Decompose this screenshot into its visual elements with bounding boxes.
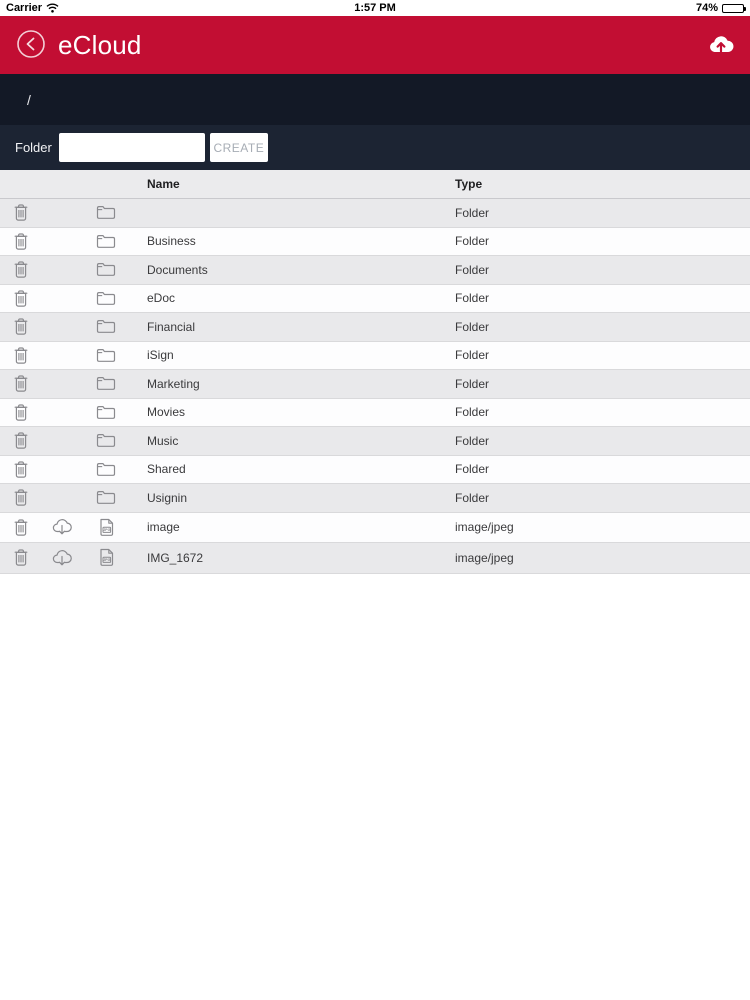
- trash-icon: [11, 202, 31, 223]
- row-type: Folder: [455, 262, 490, 277]
- download-button[interactable]: [51, 548, 73, 568]
- row-name: Documents: [147, 262, 208, 277]
- carrier-label: Carrier: [6, 2, 43, 14]
- svg-text:JPG: JPG: [102, 527, 110, 532]
- delete-button[interactable]: [11, 547, 31, 568]
- table-row[interactable]: [0, 543, 750, 574]
- folder-name-input[interactable]: [59, 133, 205, 162]
- table-row[interactable]: [0, 313, 750, 342]
- cloud-download-icon: [51, 548, 73, 568]
- row-type: Folder: [455, 348, 490, 363]
- table-row[interactable]: [0, 399, 750, 428]
- folder-icon: [95, 460, 117, 479]
- table-row[interactable]: [0, 285, 750, 314]
- row-name: Financial: [147, 319, 196, 334]
- cloud-download-icon: [51, 517, 73, 537]
- row-name: Music: [147, 433, 179, 448]
- trash-icon: [11, 517, 31, 538]
- trash-icon: [11, 430, 31, 451]
- delete-button[interactable]: [11, 430, 31, 451]
- delete-button[interactable]: [11, 259, 31, 280]
- folder-field-label: Folder: [15, 140, 52, 155]
- table-row[interactable]: [0, 228, 750, 257]
- trash-icon: [11, 288, 31, 309]
- row-name: Movies: [147, 405, 186, 420]
- trash-icon: [11, 547, 31, 568]
- breadcrumb[interactable]: /: [27, 91, 31, 108]
- row-name: Business: [147, 234, 196, 249]
- file-table: [0, 170, 750, 574]
- row-type: Folder: [455, 462, 490, 477]
- back-circle-chevron-icon: [16, 29, 46, 62]
- row-name: iSign: [147, 348, 174, 363]
- status-bar: [0, 0, 750, 16]
- download-button[interactable]: [51, 517, 73, 537]
- row-name: Shared: [147, 462, 186, 477]
- table-row[interactable]: [0, 513, 750, 544]
- trash-icon: [11, 402, 31, 423]
- breadcrumb-bar: [0, 74, 750, 125]
- table-row[interactable]: [0, 427, 750, 456]
- trash-icon: [11, 259, 31, 280]
- table-body: [0, 199, 750, 574]
- app-header: [0, 16, 750, 74]
- trash-icon: [11, 231, 31, 252]
- page-title: eCloud: [58, 29, 142, 60]
- back-button[interactable]: [16, 30, 46, 60]
- delete-button[interactable]: [11, 402, 31, 423]
- delete-button[interactable]: [11, 231, 31, 252]
- row-type: Folder: [455, 405, 490, 420]
- trash-icon: [11, 459, 31, 480]
- cloud-upload-button[interactable]: [708, 34, 734, 57]
- row-type: Folder: [455, 319, 490, 334]
- delete-button[interactable]: [11, 459, 31, 480]
- row-type: Folder: [455, 433, 490, 448]
- row-type: Folder: [455, 234, 490, 249]
- folder-icon: [95, 289, 117, 308]
- delete-button[interactable]: [11, 373, 31, 394]
- table-row[interactable]: [0, 342, 750, 371]
- row-name: Usignin: [147, 490, 188, 505]
- create-folder-bar: [0, 125, 750, 170]
- battery-percent-label: 74%: [695, 2, 718, 14]
- battery-tip: [744, 7, 746, 11]
- table-row[interactable]: [0, 456, 750, 485]
- header-name-column: Name: [147, 177, 180, 191]
- trash-icon: [11, 373, 31, 394]
- row-name: Marketing: [147, 376, 200, 391]
- cloud-upload-icon: [708, 34, 734, 57]
- folder-icon: [95, 346, 117, 365]
- trash-icon: [11, 345, 31, 366]
- clock-label: 1:57 PM: [354, 2, 396, 14]
- svg-text:JPG: JPG: [102, 558, 110, 563]
- row-type: Folder: [455, 291, 490, 306]
- delete-button[interactable]: [11, 345, 31, 366]
- row-name: image: [147, 520, 180, 535]
- delete-button[interactable]: [11, 288, 31, 309]
- status-bar-left: [6, 2, 206, 14]
- table-row[interactable]: [0, 199, 750, 228]
- row-name: eDoc: [147, 291, 176, 306]
- row-type: image/jpeg: [455, 550, 514, 565]
- folder-icon: [95, 203, 117, 222]
- table-header: [0, 170, 750, 199]
- battery-icon: [722, 4, 744, 13]
- status-bar-right: [544, 2, 744, 14]
- create-button[interactable]: CREATE: [210, 133, 268, 162]
- trash-icon: [11, 316, 31, 337]
- trash-icon: [11, 487, 31, 508]
- row-type: image/jpeg: [455, 520, 514, 535]
- delete-button[interactable]: [11, 517, 31, 538]
- row-type: Folder: [455, 490, 490, 505]
- folder-icon: [95, 317, 117, 336]
- delete-button[interactable]: [11, 487, 31, 508]
- wifi-icon: [46, 3, 59, 13]
- folder-icon: [95, 232, 117, 251]
- delete-button[interactable]: [11, 316, 31, 337]
- folder-icon: [95, 431, 117, 450]
- folder-icon: [95, 374, 117, 393]
- table-row[interactable]: [0, 256, 750, 285]
- folder-icon: [95, 488, 117, 507]
- header-type-column: Type: [455, 177, 483, 191]
- delete-button[interactable]: [11, 202, 31, 223]
- folder-icon: [95, 260, 117, 279]
- jpg-file-icon: [98, 547, 115, 568]
- table-row[interactable]: [0, 484, 750, 513]
- folder-icon: [95, 403, 117, 422]
- row-type: Folder: [455, 376, 490, 391]
- jpg-file-icon: [98, 517, 115, 538]
- table-row[interactable]: [0, 370, 750, 399]
- row-type: Folder: [455, 205, 490, 220]
- row-name: IMG_1672: [147, 550, 204, 565]
